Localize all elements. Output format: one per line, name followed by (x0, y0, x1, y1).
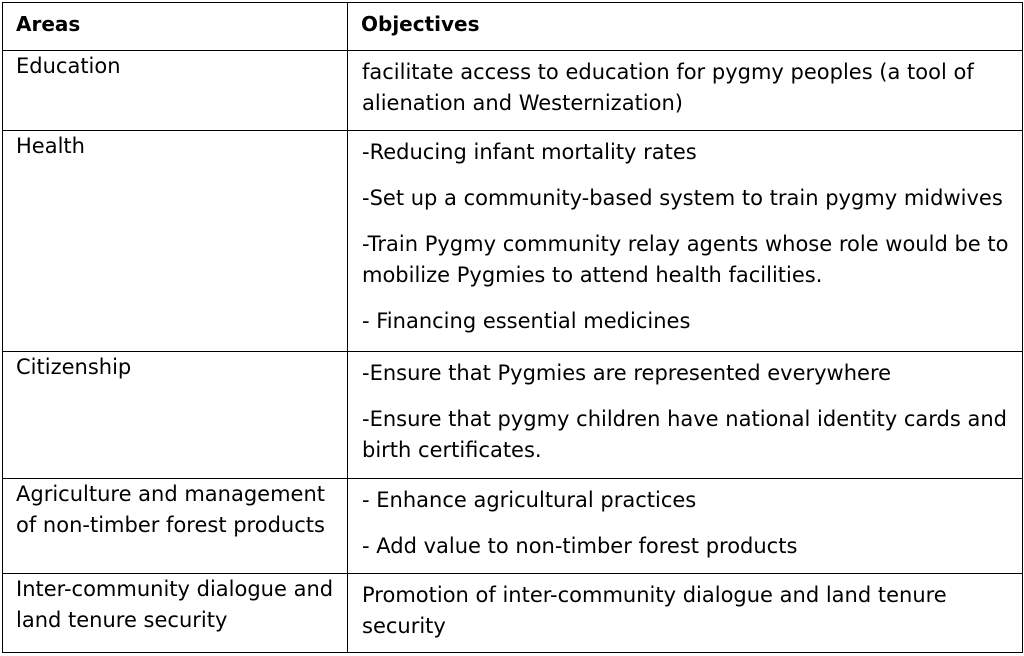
objectives-cell (348, 131, 1023, 352)
objective-item: facilitate access to education for pygmy peoples (a tool of alienation and Westernization) (362, 60, 974, 115)
area-cell (3, 352, 348, 479)
objectives-cell (348, 574, 1023, 653)
area-label: Health (16, 134, 85, 158)
table-header-row (3, 3, 1023, 51)
objective-item: -Ensure that Pygmies are represented everywhere (362, 361, 892, 385)
header-areas-label: Areas (16, 12, 81, 36)
objectives-cell (348, 51, 1023, 131)
objective-item: -Train Pygmy community relay agents whose role would be to mobilize Pygmies to attend health facilities. (362, 232, 1009, 287)
objective-item: - Enhance agricultural practices (362, 488, 697, 512)
objectives-table (2, 2, 1023, 653)
objectives-cell (348, 479, 1023, 574)
header-objectives (348, 3, 1023, 51)
objective-item: - Financing essential medicines (362, 309, 691, 333)
header-areas (3, 3, 348, 51)
objective-item: -Reducing infant mortality rates (362, 140, 697, 164)
objectives-cell (348, 352, 1023, 479)
area-label: Citizenship (16, 355, 132, 379)
area-cell (3, 479, 348, 574)
objective-item: Promotion of inter-community dialogue and land tenure security (362, 583, 947, 638)
area-label: Education (16, 54, 121, 78)
table-row (3, 479, 1023, 574)
table-row (3, 574, 1023, 653)
objective-item: -Ensure that pygmy children have national identity cards and birth certificates. (362, 407, 1007, 462)
table-row (3, 51, 1023, 131)
table-row (3, 131, 1023, 352)
objective-item: - Add value to non-timber forest products (362, 534, 798, 558)
header-objectives-label: Objectives (361, 12, 480, 36)
table-row (3, 352, 1023, 479)
area-label: Agriculture and management of non-timber forest products (16, 482, 326, 537)
area-label: Inter-community dialogue and land tenure security (16, 577, 334, 632)
area-cell (3, 574, 348, 653)
area-cell (3, 131, 348, 352)
objective-item: -Set up a community-based system to train pygmy midwives (362, 186, 1003, 210)
area-cell (3, 51, 348, 131)
